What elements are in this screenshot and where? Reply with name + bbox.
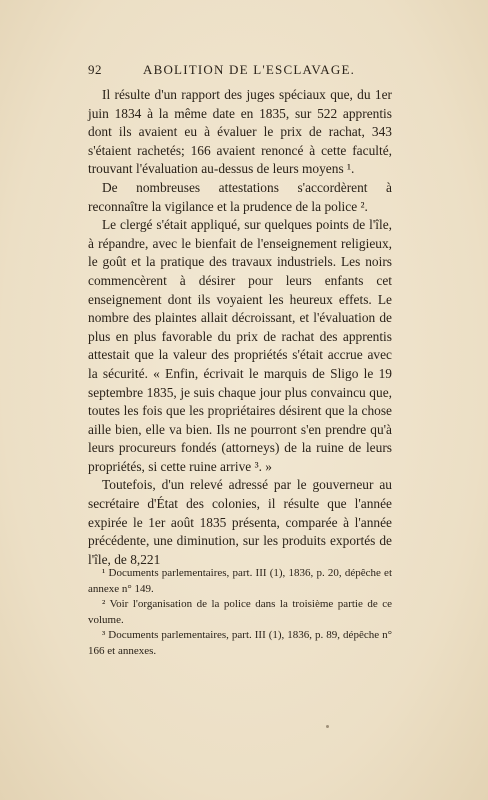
- paragraph-releve: Toutefois, d'un relevé adressé par le gouverneur au secrétaire d'État des colonies, il résulte que l'année expirée le 1er août 1835 présenta, comparée à l'année précédente, une diminution, sur les produits exportés de l'île, de 8,221: [88, 477, 392, 567]
- paragraph-clerge: Le clergé s'était appliqué, sur quelques points de l'île, à répandre, avec le bienfait de l'enseignement religieux, le goût et la pratique des travaux industriels. Les noirs commencèrent à désirer pour leurs enfants cet enseignement dont ils voyaient les heureux effets. Le nombre des plaintes allait décroissant, et l'évaluation de plus en plus favorable du prix de rachat des apprentis attestait que la valeur des propriétés s'était accrue avec la sécurité. « Enfin, écrivait le marquis de Sligo le 19 septembre 1835, je suis chaque jour plus convaincu que, toutes les fois que les propriétaires désirent que la chose aille bien, elle va bien. Ils ne pourront s'en prendre qu'à leurs procureurs fondés (attorneys) de la ruine de leurs propriétés, si cette ruine arrive ³. »: [88, 217, 392, 474]
- paper-speck: [326, 725, 329, 728]
- main-text: [88, 86, 392, 569]
- footnote-3: ³ Documents parlementaires, part. III (1), 1836, p. 89, dépêche n° 166 et annexes.: [88, 629, 392, 657]
- page-number: 92: [88, 62, 102, 77]
- running-title: ABOLITION DE L'ESCLAVAGE.: [143, 62, 356, 77]
- paragraph-rachat: Il résulte d'un rapport des juges spéciaux que, du 1er juin 1834 à la même date en 1835, sur 522 apprentis dont ils avaient eu à évaluer le prix de rachat, 343 s'étaient rachetés; 166 avaient renoncé à cette faculté, trouvant l'évaluation au-dessus de leurs moyens ¹.: [88, 87, 392, 177]
- page-header: [88, 62, 378, 78]
- footnote-2: ² Voir l'organisation de la police dans la troisième partie de ce volume.: [88, 598, 392, 626]
- footnote-1: ¹ Documents parlementaires, part. III (1), 1836, p. 20, dépêche et annexe n° 149.: [88, 567, 392, 595]
- footnotes: [88, 566, 392, 660]
- paragraph-police: De nombreuses attestations s'accordèrent à reconnaître la vigilance et la prudence de la police ².: [88, 179, 392, 214]
